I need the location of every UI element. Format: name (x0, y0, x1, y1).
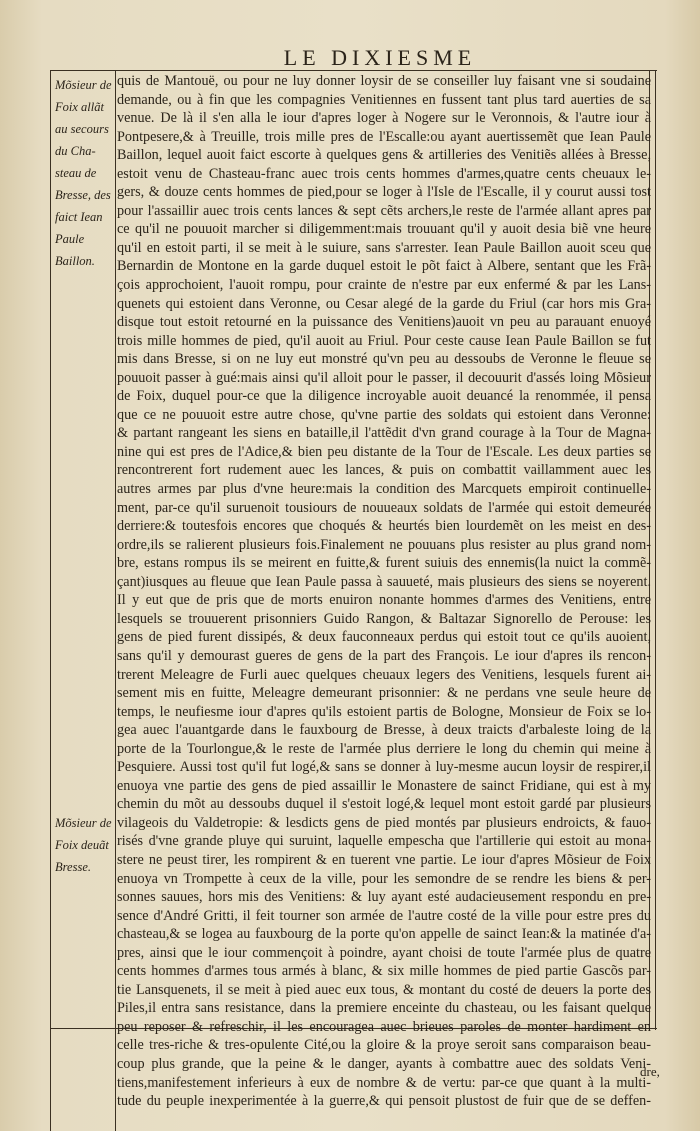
text-line: coup plus grande, que la peine & le danger, ayants à combattre auec des soldats Veni- (117, 1055, 651, 1072)
text-line: celle tres-riche & tres-opulente Cité,ou la gloire & la proye seroit sans comparaison beau- (117, 1037, 651, 1054)
text-line: vilageois du Valdetropie: & lesdicts gens de pied montés par plusieurs endroicts, & fauo- (117, 814, 651, 831)
margin-note-line: Bresse, des (55, 188, 111, 202)
text-line: bre, estans rompus ils se meirent en fuitte,& furent suiuis des ennemis(la nuict la commẽ- (117, 555, 651, 572)
text-line: cents hommes d'armes tous armés à blanc, & six mille hommes de pied partie Gascõs par- (117, 963, 651, 980)
text-line: qu'il en estoit parti, il se meit à le suiure, sans s'arrester. Iean Paule Baillon auoit sceu que (117, 239, 651, 256)
margin-note (55, 74, 113, 272)
text-line: estoit venu de Chasteau-franc auec trois cents hommes d'armes,quatre cents cheuaux le- (117, 165, 651, 182)
text-line: temps, le neufiesme iour d'apres qu'ils estoient partis de Bologne, Monsieur de Foix se lo- (117, 703, 651, 720)
text-line: lesquels se trouuerent prisonniers Guido Rangon, & Baltazar Signorello de Perouse: les (117, 610, 651, 627)
text-line: & partant rangeant les siens en bataille,il l'attẽdit d'vn grand courage à la Tour de Magna- (117, 425, 651, 442)
text-line: enuoya vne partie des gens de pied assaillir le Monastere de sainct Fridiane, qui est à my (117, 777, 651, 794)
text-line: Baillon, lequel auoit faict escorte à quelques gens & artilleries des Venitiẽs allées à Bresse, (117, 147, 651, 164)
margin-note-line: Paule (55, 232, 85, 246)
margin-note-line: du Cha- (55, 144, 96, 158)
text-line: ce qu'il ne pouuoit marcher si diligemment:mais trouuant qu'il y auoit desia biẽ vne heure (117, 221, 651, 238)
text-line: que ce ne pouuoit estre autre chose, qu'vne partie des soldats qui estoient dans Veronne: (117, 406, 651, 423)
text-line: Pontpesere,& à Treuille, trois mille pres de l'Escalle:ou ayant auertissemẽt que Iean Paule (117, 128, 651, 145)
text-line: Piles,il entra sans resistance, dans la premiere enceinte du chasteau, ou les faisant quelque (117, 1000, 651, 1017)
text-line: trois mille hommes de pied, qu'il auoit au Friul. Pour ceste cause Iean Paule Baillon se fut (117, 332, 651, 349)
text-line: sence d'André Gritti, il feit tourner son armée de l'autre costé de la ville pour estre pres du (117, 907, 651, 924)
text-line: trerent Meleagre de Furli auec quelques cheuaux legers des Venitiens, lesquels furent ai- (117, 666, 651, 683)
text-line: ordre,ils se ralierent plusieurs fois.Finalement ne pouuans plus resister au plus grand nom- (117, 536, 651, 553)
text-line: de Foix, duquel pour-ce que la diligence incroyable auoit deuancé la renommée, il pensa (117, 388, 651, 405)
text-line: çois approchoient, l'auoit rompu, pour crainte de n'estre par eux enfermé & par les Lans- (117, 277, 651, 294)
text-line: chasteau,& se logea au fauxbourg de la porte qu'on appelle de sainct Iean:& la matinée d'a- (117, 926, 651, 943)
text-line: Pesquiere. Aussi tost qu'il fut logé,& sans se donner à luy-mesme aucun loysir de respirer,il (117, 759, 651, 776)
frame-rule-left-inner (115, 70, 116, 1131)
margin-note-line: faict Iean (55, 210, 103, 224)
text-line: disque tout estoit retourné en la puissance des Venitiens)auoit vn peu au parauant enuoyé (117, 314, 651, 331)
text-line: quenets qui estoient dans Veronne, ou Cesar alegé de la garde du Friul (car hors mis Gra- (117, 295, 651, 312)
text-line: venue. De là il s'en alla le iour d'apres loger à Nogere sur le Veronnois, & l'autre iour à (117, 110, 651, 127)
text-line: quis de Mantouë, ou pour ne luy donner loysir de se conseiller luy faisant vne si soudaine (117, 73, 651, 89)
margin-note-line: Mõsieur de (55, 816, 112, 830)
margin-note-line: Mõsieur de (55, 78, 112, 92)
text-line: tude du peuple inexperimentée à la guerre,& qui pensoit plustost de fuir que de se deffen- (117, 1093, 651, 1110)
text-line: sonnes sauues, hors mis des Venitiens: & luy ayant esté audacieusement respondu en pre- (117, 889, 651, 906)
margin-note-line: Foix allãt (55, 100, 104, 114)
text-line: gea auec l'auantgarde dans le fauxbourg de Bresse, à deux traicts d'arbaleste loing de la (117, 722, 651, 739)
margin-note-line: Foix deuãt (55, 838, 109, 852)
text-line: ment, par-ce qu'il suruenoit tousiours de nouueaux soldats de l'armée qui estoit demeurée (117, 499, 651, 516)
text-line: risés d'vne grande pluye qui suruint, laquelle empescha que l'artillerie qui estoit au mona- (117, 833, 651, 850)
text-line: gers, & douze cents hommes de pied,pour se loger à l'Isle de l'Escalle, il y courut aussi tost (117, 184, 651, 201)
margin-note-line: Baillon. (55, 254, 95, 268)
text-line: çant)iusques au fleuue que Iean Paule passa à sauueté, mais plusieurs des siens se noyerent. (117, 573, 651, 590)
body-text (117, 72, 651, 1111)
catchword: dre, (640, 1064, 660, 1079)
margin-note-line: Bresse. (55, 860, 91, 874)
margin-note-line: steau de (55, 166, 97, 180)
text-line: rencontrerent fort rudement auec les lances, & puis on combattit vaillamment auec les (117, 462, 651, 479)
text-line: sement mis en fuitte, Meleagre demeurant prisonnier: & ne perdans vne seule heure de (117, 685, 651, 702)
margin-note (55, 812, 113, 878)
text-line: pour l'assaillir auec trois cents lances & sept cẽts archers,le reste de l'armée allant apres par (117, 202, 651, 219)
text-line: tie Lansquenets, il se meit à pied auec eux tous, & montant du costé de deuers la porte des (117, 981, 651, 998)
text-line: autres armes par plus d'vne heure:mais la condition des Marcquets empiroit continuelle- (117, 481, 651, 498)
frame-rule-right-outer (655, 70, 656, 1030)
text-line: mis dans Bresse, si on ne luy eut monstré qu'vn peu au dessoubs de Veronne le fleuue se (117, 351, 651, 368)
text-line: Bernardin de Montone en la garde duquel estoit le põt faict à Albere, sentant que les Frã- (117, 258, 651, 275)
frame-rule-top (50, 70, 657, 71)
text-line: porte de la Tourlongue,& le reste de l'armée plus derriere le long du chemin qui meine à (117, 740, 651, 757)
text-line: pres, ainsi que le iour commençoit à poindre, ayant choisi de toute l'armée plus de quatre (117, 944, 651, 961)
text-line: nine qui est pres de l'Adice,& bien peu distante de la Tour de l'Escale. Les deux parties se (117, 443, 651, 460)
text-line: pouuoit passer à gué:mais ainsi qu'il alloit pour le passer, il decouurit d'assés loing Mõsieur (117, 369, 651, 386)
text-line: Il y eut que de pris que de morts enuiron nonante hommes d'armes des Venitiens, entre (117, 592, 651, 609)
margin-note-line: au secours (55, 122, 109, 136)
running-head: LE DIXIESME (283, 45, 477, 70)
text-line: derriere:& toutesfois encores que choqués & heurtés bien lourdemẽt on les meist en des- (117, 518, 651, 535)
text-line: stere ne peust tirer, les rompirent & en tuerent vne partie. Le iour d'apres Mõsieur de Foix (117, 851, 651, 868)
text-line: sans qu'il y demourast gueres de gens de la part des François. Le iour d'apres ils rencon- (117, 647, 651, 664)
text-line: demande, ou à fin que les compagnies Venitiennes en fussent tant plus tard auerties de sa (117, 91, 651, 108)
text-line: tiens,manifestement inferieurs à eux de nombre & de vertu: par-ce que quant à la multi- (117, 1074, 651, 1091)
text-line: chemin du mõt au dessoubs duquel il s'estoit logé,& lequel mont estoit gardé par plusieurs (117, 796, 651, 813)
frame-rule-left-outer (50, 70, 51, 1131)
text-line: enuoya vn Trompette à ceux de la ville, pour les semondre de se rendre les biens & per- (117, 870, 651, 887)
text-line: peu reposer & refreschir, il les encouragea auec brieues paroles de monter hardiment en (117, 1018, 651, 1035)
text-line: gens de pied furent dissipés, & deux fauconneaux perdus qui estoit tout ce qu'ils auoient, (117, 629, 651, 646)
